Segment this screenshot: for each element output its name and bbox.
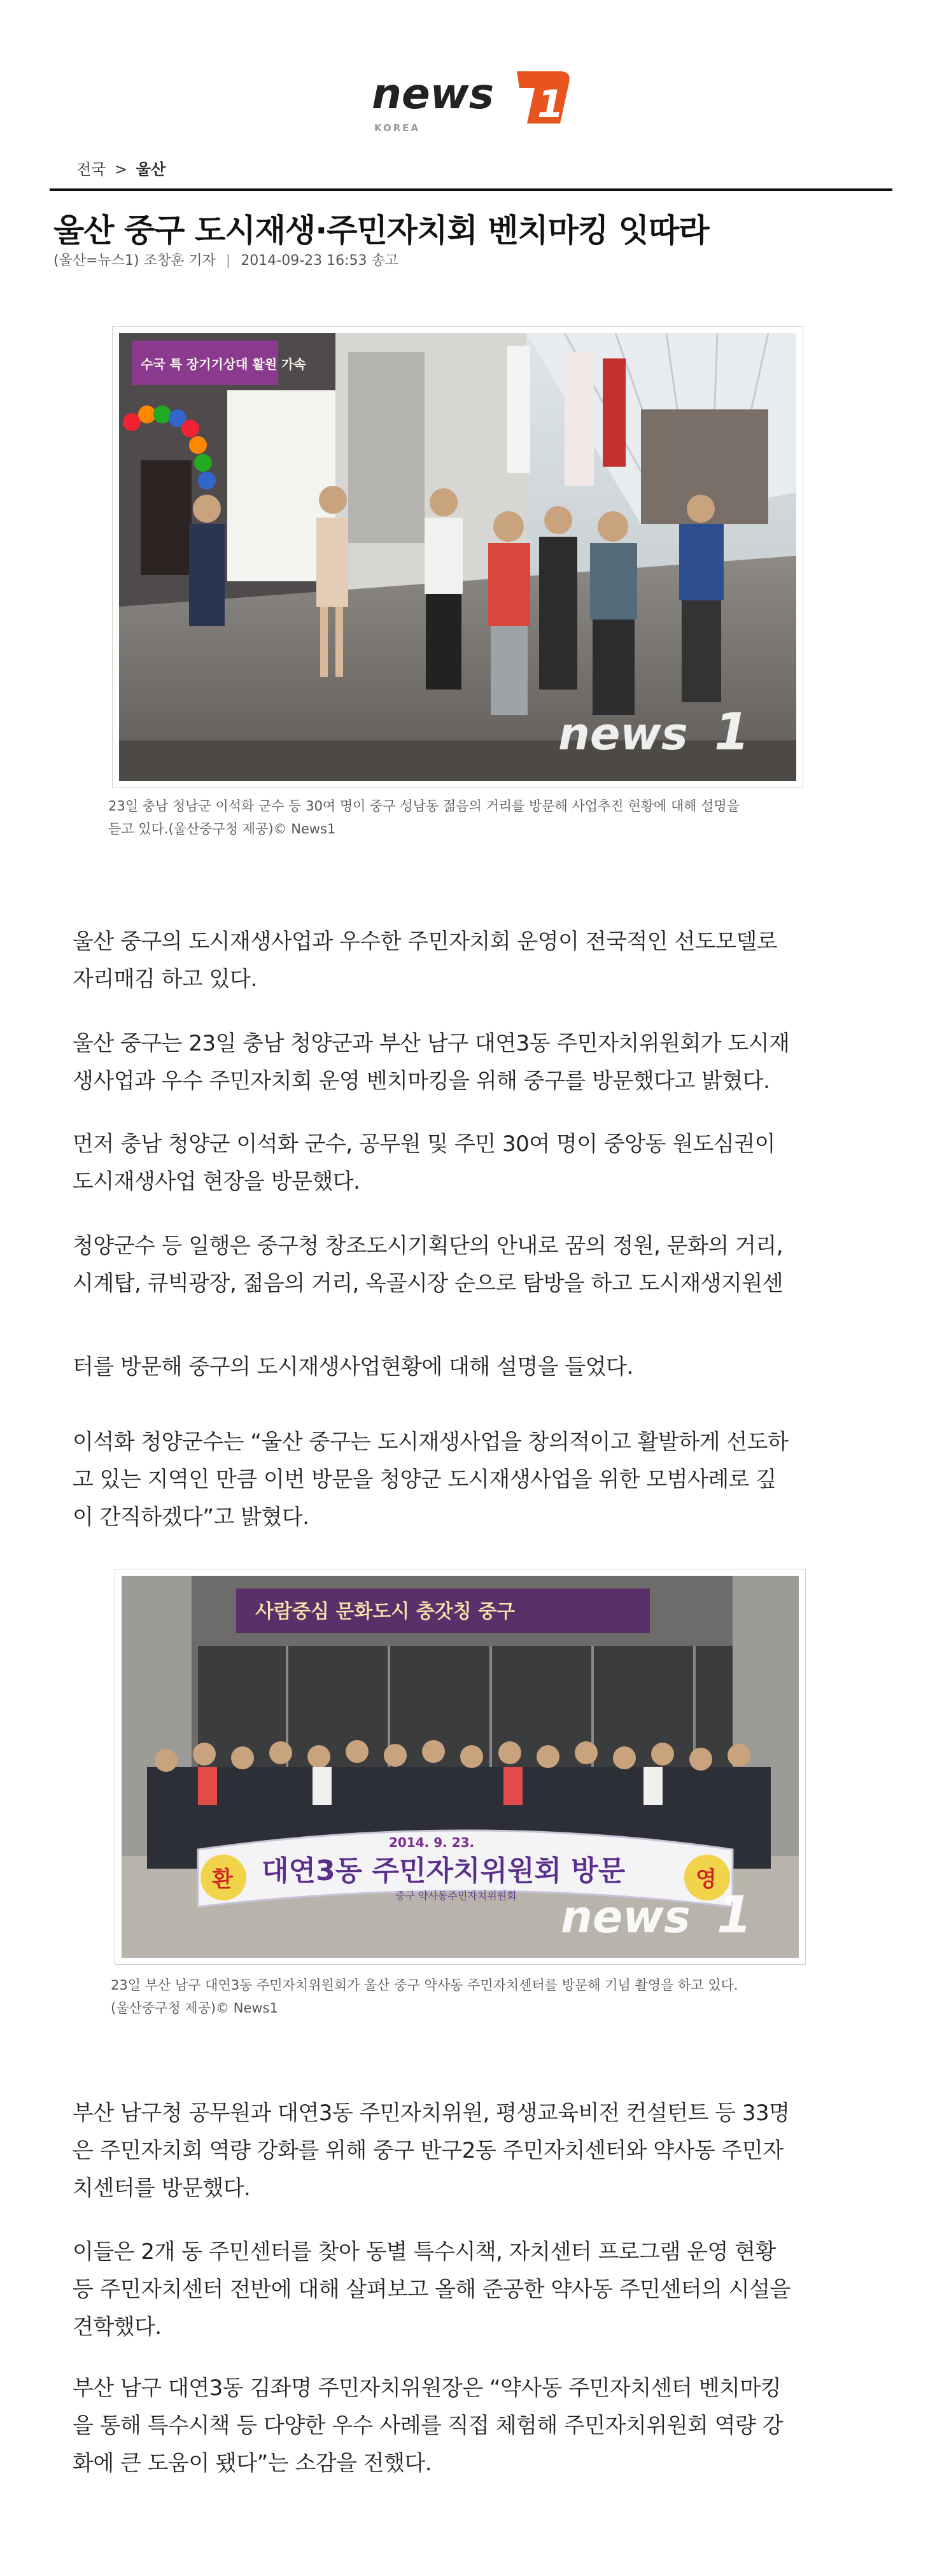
- news1-logo[interactable]: [369, 62, 586, 139]
- article-byline: [53, 250, 398, 269]
- article-paragraph: 먼저 충남 청양군 이석화 군수, 공무원 및 주민 30여 명이 중앙동 원도심권이 도시재생사업 현장을 방문했다.: [73, 1131, 775, 1194]
- article-title: 울산 중구 도시재생·주민자치회 벤치마킹 잇따라: [53, 212, 709, 249]
- logo-text: news: [372, 69, 495, 118]
- breadcrumb: [76, 157, 165, 179]
- breadcrumb-separator: >: [115, 160, 128, 178]
- photo-street-visit: [112, 326, 803, 788]
- svg-text:사람중심 문화도시 충갓칭 중구: 사람중심 문화도시 충갓칭 중구: [255, 1601, 516, 1623]
- breadcrumb-current[interactable]: 울산: [136, 160, 166, 178]
- news1-watermark: [561, 1885, 752, 1944]
- svg-text:1: 1: [714, 702, 750, 761]
- news1-watermark: [558, 702, 750, 761]
- article-paragraph: 울산 중구의 도시재생사업과 우수한 주민자치회 운영이 전국적인 선도모델로 자리매김 하고 있다.: [73, 929, 778, 992]
- article-paragraph: 이석화 청양군수는 “울산 중구는 도시재생사업을 창의적이고 활발하게 선도하 고 있는 지역인 만큼 이번 방문을 청양군 도시재생사업을 위한 모범사례로 깊 이 간직하겠다”고 밝혔다.: [73, 1429, 789, 1530]
- logo-sub: KOREA: [374, 122, 421, 134]
- svg-text:대연3동 주민자치위원회 방문: 대연3동 주민자치위원회 방문: [262, 1855, 626, 1887]
- svg-text:news: news: [561, 1891, 691, 1943]
- photo2-caption: 23일 부산 남구 대연3동 주민자치위원회가 울산 중구 약사동 주민자치센터를 방문해 기념 촬영을 하고 있다. (울산중구청 제공)© News1: [111, 1978, 738, 2016]
- svg-text:news: news: [558, 708, 688, 760]
- article-paragraph: 이들은 2개 동 주민센터를 찾아 동별 특수시책, 자치센터 프로그램 운영 현황 등 주민자치센터 전반에 대해 살펴보고 올해 준공한 약사동 주민센터의 시설을 견학했다.: [73, 2239, 791, 2340]
- svg-text:영: 영: [696, 1867, 717, 1892]
- photo1-caption: 23일 충남 청남군 이석화 군수 등 30여 명이 중구 성남동 젊음의 거리를 방문해 사업추진 현황에 대해 설명을 듣고 있다.(울산중구청 제공)© News1: [108, 798, 740, 837]
- svg-text:환: 환: [212, 1867, 233, 1892]
- svg-text:수국 특 장기기상대 활원 가속: 수국 특 장기기상대 활원 가속: [141, 357, 306, 372]
- svg-text:1: 1: [717, 1885, 752, 1944]
- photo-group-visit: [115, 1569, 806, 1965]
- logo-number: 1: [537, 82, 564, 127]
- article-paragraph: 부산 남구 대연3동 김좌명 주민자치위원장은 “약사동 주민자치센터 벤치마킹 을 통해 특수시책 등 다양한 우수 사례를 직접 체험해 주민자치위원회 역량 강 화에 큰 도움이 됐다”는 소감을 전했다.: [73, 2375, 784, 2476]
- article-source: (울산=뉴스1) 조창훈 기자: [53, 253, 216, 269]
- article-paragraph: 터를 방문해 중구의 도시재생사업현황에 대해 설명을 들었다.: [73, 1354, 633, 1380]
- article-datetime: 2014-09-23 16:53 송고: [241, 253, 399, 269]
- svg-text:중구 약사동주민자치위원회: 중구 약사동주민자치위원회: [395, 1890, 517, 1902]
- svg-text:2014. 9. 23.: 2014. 9. 23.: [389, 1835, 475, 1850]
- breadcrumb-home[interactable]: 전국: [76, 160, 106, 178]
- article-paragraph: 울산 중구는 23일 충남 청양군과 부산 남구 대연3동 주민자치위원회가 도시재 생사업과 우수 주민자치회 운영 벤치마킹을 위해 중구를 방문했다고 밝혔다.: [73, 1031, 790, 1094]
- article-paragraph: 청양군수 등 일행은 중구청 창조도시기획단의 안내로 꿈의 정원, 문화의 거리, 시계탑, 큐빅광장, 젊음의 거리, 옥골시장 순으로 탐방을 하고 도시재생지원센: [73, 1233, 784, 1296]
- byline-divider: |: [225, 253, 231, 269]
- header-rule: [50, 188, 892, 191]
- article-paragraph: 부산 남구청 공무원과 대연3동 주민자치위원, 평생교육비전 컨설턴트 등 33명 은 주민자치회 역량 강화를 위해 중구 반구2동 주민자치센터와 약사동 주민자 치센터를 방문했다.: [73, 2100, 790, 2201]
